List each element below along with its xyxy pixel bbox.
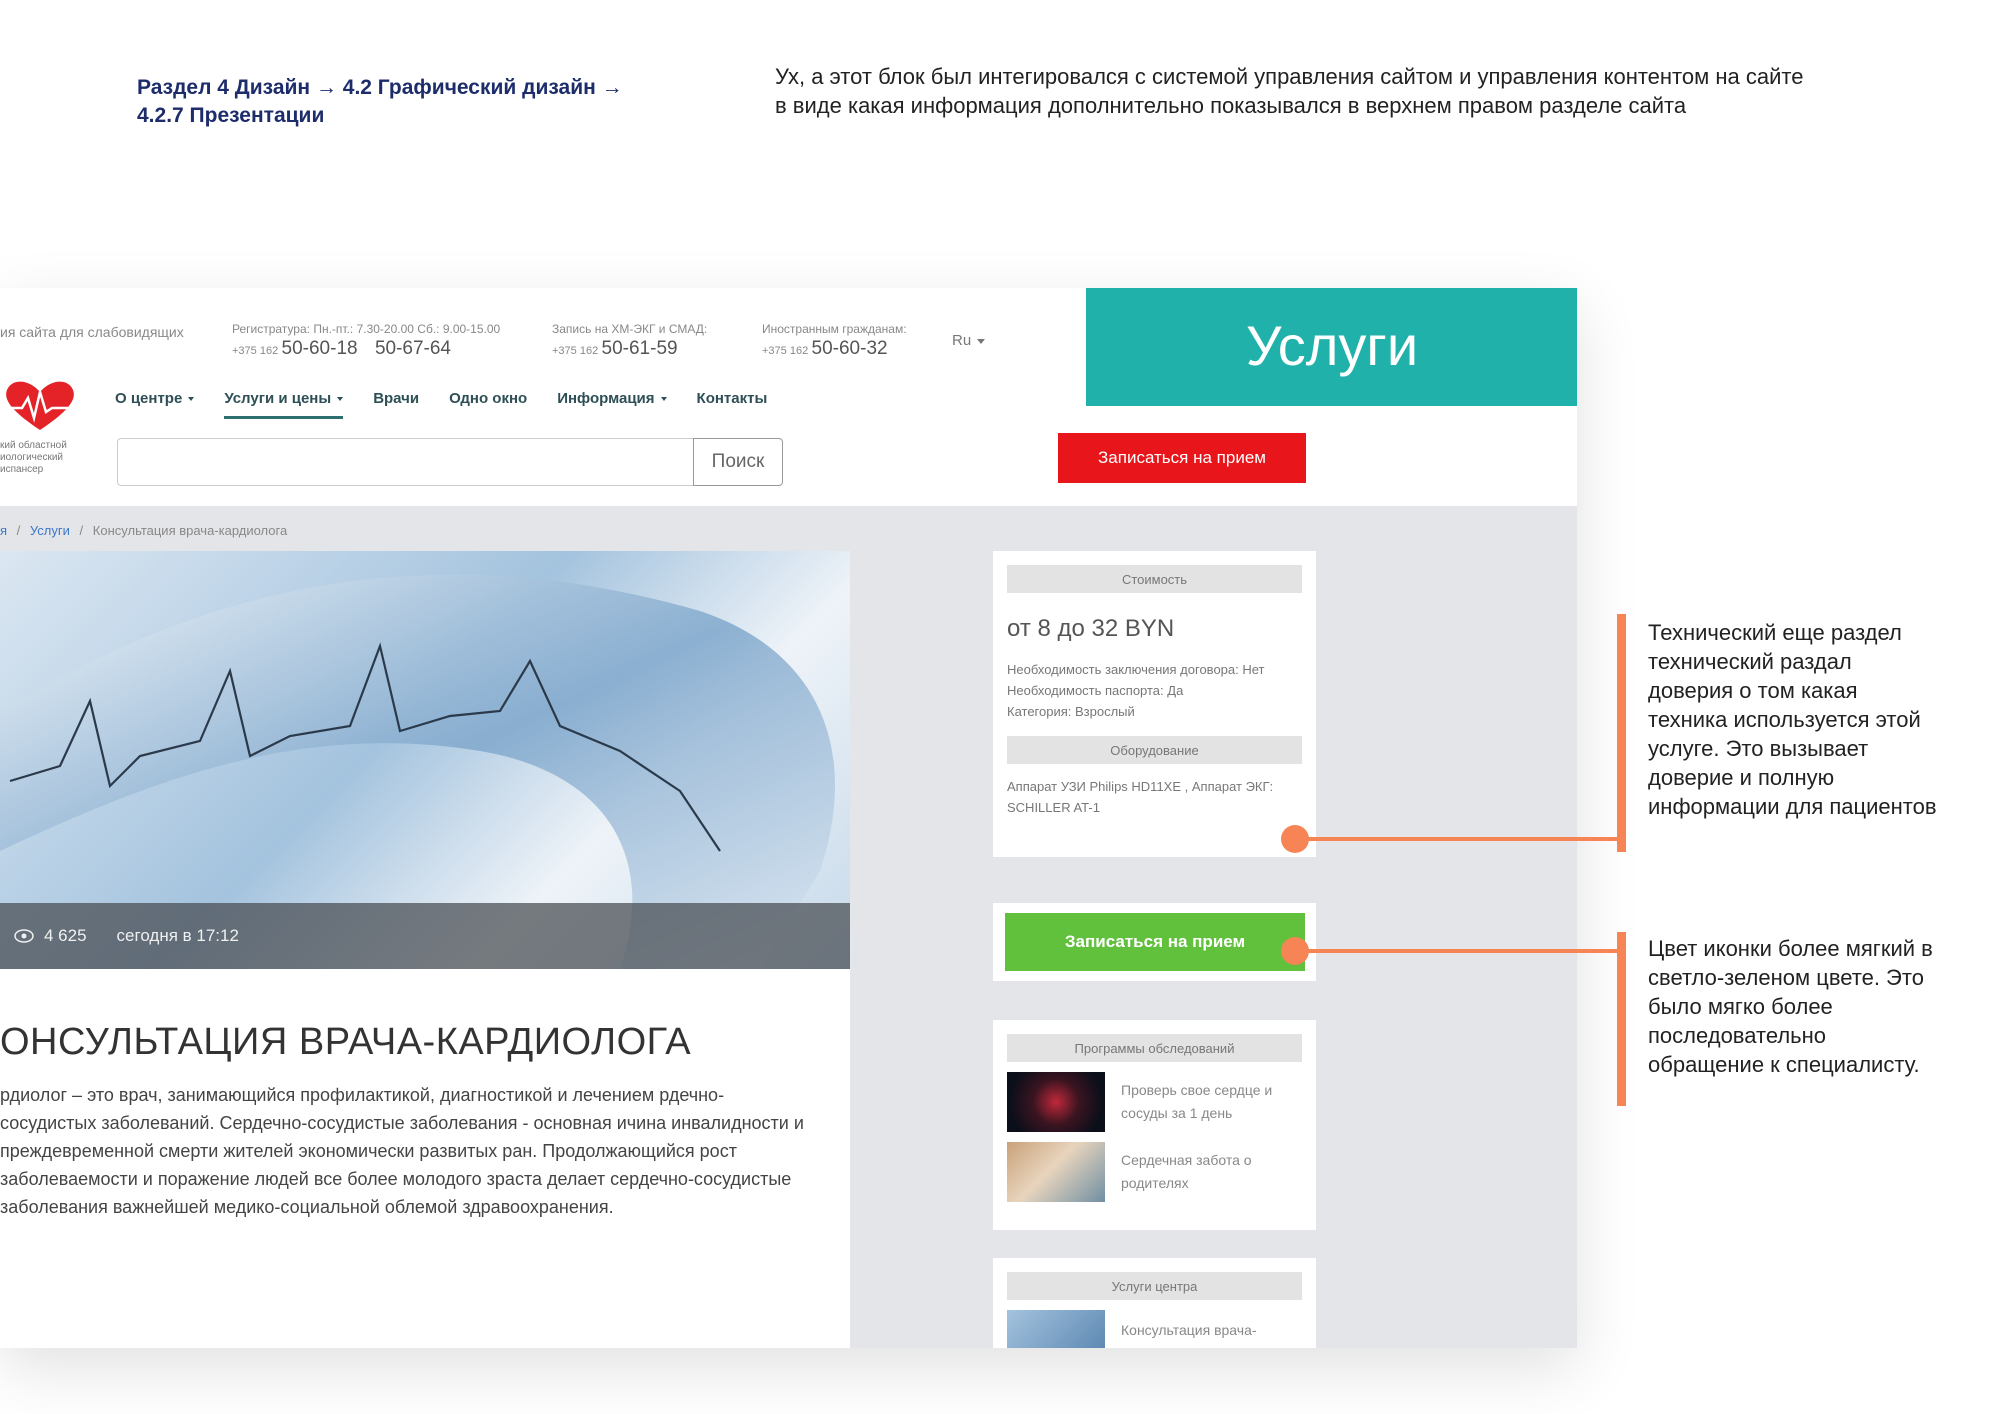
- foreign-contact: [762, 322, 907, 360]
- cost-card: [993, 551, 1316, 857]
- nav-contacts-label: Контакты: [696, 390, 768, 407]
- registry-phone-2[interactable]: 50-67-64: [374, 338, 451, 359]
- nav-about[interactable]: [115, 390, 194, 407]
- article-meta-bar: [0, 903, 850, 969]
- article: [0, 551, 850, 1348]
- heart-image-icon: [1007, 1072, 1105, 1132]
- chevron-down-icon: [661, 397, 667, 401]
- breadcrumb: [0, 523, 287, 538]
- nav-info-label: Информация: [557, 390, 655, 407]
- equipment-heading: Оборудование: [1007, 736, 1302, 764]
- chevron-down-icon: [188, 397, 194, 401]
- program-item[interactable]: [1007, 1142, 1302, 1202]
- breadcrumb-separator: /: [79, 523, 84, 538]
- accessibility-link[interactable]: ия сайта для слабовидящих: [0, 324, 184, 340]
- callout-connector: [1295, 949, 1621, 953]
- nav-services[interactable]: [224, 390, 343, 407]
- center-services-card: [993, 1258, 1316, 1348]
- program-item[interactable]: [1007, 1072, 1302, 1132]
- center-service-label: Консультация врача-: [1121, 1321, 1257, 1338]
- equipment-callout-text: Технический еще раздел технический раздал доверия о том какая техника используется этой услуге. Это вызывает доверие и полную информации для пациентов: [1648, 620, 1937, 819]
- chevron-down-icon: [977, 339, 985, 344]
- contract-info: Необходимость заключения договора: Нет: [1007, 662, 1265, 677]
- ecg-thumb-icon: [1007, 1310, 1105, 1348]
- views-counter: [14, 926, 87, 946]
- sidebar-appointment-button[interactable]: Записаться на прием: [1005, 913, 1305, 971]
- logo-caption: кий областной иологический испансер: [0, 440, 67, 475]
- language-value: Ru: [952, 332, 972, 349]
- search-input[interactable]: [117, 438, 693, 486]
- foreign-label: Иностранным гражданам:: [762, 322, 907, 336]
- nav-contacts[interactable]: [697, 390, 768, 407]
- breadcrumb-home[interactable]: я: [0, 523, 8, 538]
- ecg-hero-image: [0, 551, 850, 969]
- views-count: 4 625: [44, 926, 87, 945]
- chevron-down-icon: [337, 397, 343, 401]
- registry-contact: [232, 322, 500, 360]
- nav-info[interactable]: [557, 390, 666, 407]
- ecg-code: +375 162: [552, 345, 599, 357]
- center-service-item[interactable]: [1007, 1310, 1302, 1348]
- breadcrumb-separator: /: [16, 523, 21, 538]
- nav-one-window-label: Одно окно: [449, 390, 528, 407]
- article-body: рдиолог – это врач, занимающийся профилактикой, диагностикой и лечением рдечно-сосудистых заболеваний. Сердечно-сосудистые заболевания - основная ичина инвалидности и преждевременной смерти жителей экономически развитых ран. Продолжающийся рост заболеваемости и поражение людей все более молодого зраста делает сердечно-сосудистые заболевания важнейшей медико-социальной облемой здравоохранения.: [0, 1085, 804, 1217]
- foreign-phone[interactable]: 50-60-32: [811, 338, 888, 359]
- ecg-phone[interactable]: 50-61-59: [601, 338, 678, 359]
- website-screenshot: [0, 288, 1577, 1348]
- program-label: Проверь свое сердце и сосуды за 1 день: [1121, 1082, 1273, 1121]
- callout-bar: [1617, 932, 1626, 1106]
- breadcrumb-current: Консультация врача-кардиолога: [92, 523, 288, 538]
- program-label: Сердечная забота о родителях: [1121, 1152, 1252, 1191]
- category-info: Категория: Взрослый: [1007, 704, 1135, 719]
- parents-image-icon: [1007, 1142, 1105, 1202]
- passport-info: Необходимость паспорта: Да: [1007, 683, 1184, 698]
- intro-text: Ух, а этот блок был интегировался с системой управления сайтом и управления контентом на сайте в виде какая информация дополнительно показывался в верхнем правом разделе сайта: [775, 64, 1804, 118]
- eye-icon: [14, 929, 34, 943]
- services-banner: Услуги: [1086, 288, 1577, 406]
- article-title: ОНСУЛЬТАЦИЯ ВРАЧА-КАРДИОЛОГА: [0, 1021, 692, 1063]
- site-header: [0, 288, 1577, 506]
- programs-heading: Программы обследований: [1007, 1034, 1302, 1062]
- registry-label: Регистратура: Пн.-пт.: 7.30-20.00 Сб.: 9.00-15.00: [232, 322, 501, 336]
- nav-services-label: Услуги и цены: [224, 390, 332, 407]
- center-services-heading: Услуги центра: [1007, 1272, 1302, 1300]
- search-button[interactable]: Поиск: [693, 438, 783, 486]
- article-date: сегодня в 17:12: [116, 926, 239, 945]
- price: от 8 до 32 BYN: [1007, 615, 1175, 642]
- language-select[interactable]: [952, 332, 985, 349]
- registry-phone-1[interactable]: 50-60-18: [281, 338, 358, 359]
- programs-card: [993, 1020, 1316, 1230]
- foreign-code: +375 162: [762, 345, 809, 357]
- nav-doctors[interactable]: [373, 390, 419, 407]
- ecg-label: Запись на ХМ-ЭКГ и СМАД:: [552, 322, 708, 336]
- registry-code: +375 162: [232, 345, 279, 357]
- nav-doctors-label: Врачи: [373, 390, 420, 407]
- header-appointment-button[interactable]: Записаться на прием: [1058, 433, 1306, 483]
- equipment-info: Аппарат УЗИ Philips HD11XE , Аппарат ЭКГ: SCHILLER AT-1: [1007, 779, 1274, 815]
- button-callout-text: Цвет иконки более мягкий в светло-зеленом цвете. Это было мягко более последовательно обращение к специалисту.: [1648, 936, 1933, 1077]
- nav-one-window[interactable]: [449, 390, 527, 407]
- cost-heading: Стоимость: [1007, 565, 1302, 593]
- breadcrumb-services[interactable]: Услуги: [29, 523, 70, 538]
- callout-connector: [1295, 837, 1621, 841]
- section-breadcrumb: Раздел 4 Дизайн → 4.2 Графический дизайн → 4.2.7 Презентации: [137, 76, 623, 127]
- callout-bar: [1617, 614, 1626, 852]
- nav-about-label: О центре: [115, 390, 183, 407]
- ecg-contact: [552, 322, 707, 360]
- main-nav: [115, 390, 767, 407]
